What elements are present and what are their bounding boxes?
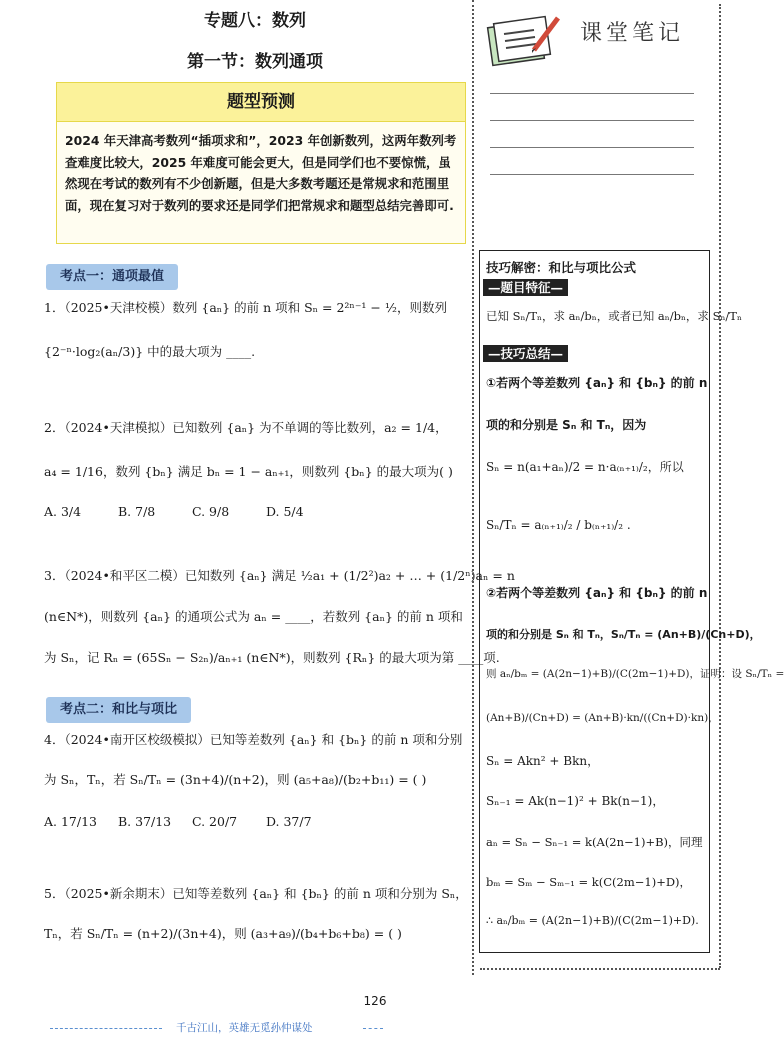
- tip-2-line-6: Sₙ₋₁ = Ak(n−1)² + Bk(n−1)，: [486, 794, 665, 808]
- frame-right: [719, 4, 721, 968]
- notes-line: [490, 120, 694, 121]
- question-5-line-2: Tₙ，若 Sₙ/Tₙ = (n+2)/(3n+4)，则 (a₃+a₉)/(b₄+b₆+b₈) = ( ): [44, 926, 402, 941]
- column-divider: [472, 0, 474, 975]
- tip-2-line-5: Sₙ = Akn² + Bkn，: [486, 754, 600, 768]
- frame-bottom: [480, 968, 720, 970]
- page-number: 126: [363, 994, 387, 1008]
- option-c: C. 20/7: [191, 814, 238, 829]
- footer-rule-left: [50, 1028, 162, 1029]
- tip-2-line-4: (An+B)/(Cn+D) = (An+B)·kn/((Cn+D)·kn)，: [486, 712, 719, 724]
- option-c: C. 9/8: [191, 504, 230, 519]
- tips-heading: 技巧解密：和比与项比公式: [486, 260, 637, 275]
- feature-text: 已知 Sₙ/Tₙ，求 aₙ/bₙ，或者已知 aₙ/bₙ，求 Sₙ/Tₙ: [486, 309, 742, 323]
- question-1-line-2: {2⁻ⁿ·log₂(aₙ/3)} 中的最大项为 ____.: [44, 344, 256, 359]
- question-5-line-1: 5．（2025•新余期末）已知等差数列 {aₙ} 和 {bₙ} 的前 n 项和分别为 Sₙ，: [44, 886, 468, 901]
- tip-2-line-1: ②若两个等差数列 {aₙ} 和 {bₙ} 的前 n: [486, 586, 708, 600]
- section-tag-2: 考点二：和比与项比: [46, 697, 191, 723]
- footer-rule-right: [363, 1028, 383, 1029]
- notes-line: [490, 93, 694, 94]
- option-a: A. 17/13: [44, 814, 97, 829]
- question-2-line-2: a₄ = 1/16，数列 {bₙ} 满足 bₙ = 1 − aₙ₊₁，则数列 {bₙ} 的最大项为( ): [44, 464, 453, 479]
- tip-2-line-9: ∴ aₙ/bₘ = (A(2n−1)+B)/(C(2m−1)+D).: [486, 914, 699, 927]
- question-2-line-1: 2．（2024•天津模拟）已知数列 {aₙ} 为不单调的等比数列，a₂ = 1/4，: [44, 420, 448, 435]
- question-3-line-1: 3．（2024•和平区二模）已知数列 {aₙ} 满足 ½a₁ + (1/2²)a₂ + … + (1/2ⁿ)aₙ = n: [44, 568, 515, 583]
- option-a: A. 3/4: [44, 504, 82, 519]
- option-d: D. 5/4: [265, 504, 304, 519]
- notepad-icon: [484, 10, 564, 70]
- prediction-text: 2024 年天津高考数列“插项求和”，2023 年创新数列，这两年数列考查难度比较大，2025 年难度可能会更大，但是同学们也不要惊慌，虽然现在考试的数列有不少创新题，但是大多数考题还是常规求和范围里面，现在复习对于数列的要求还是同学们把常规求和题型总结完善即可.: [65, 133, 457, 213]
- option-b: B. 37/13: [117, 814, 172, 829]
- tip-2-line-8: bₘ = Sₘ − Sₘ₋₁ = k(C(2m−1)+D)，: [486, 875, 692, 889]
- footer-slogan: 千古江山，英雄无觅孙仲谋处: [176, 1022, 313, 1034]
- tip-1-line-1: ①若两个等差数列 {aₙ} 和 {bₙ} 的前 n: [486, 376, 708, 390]
- option-d: D. 37/7: [265, 814, 312, 829]
- summary-label: —技巧总结—: [483, 345, 568, 362]
- tip-2-line-7: aₙ = Sₙ − Sₙ₋₁ = k(A(2n−1)+B)，同理: [486, 835, 703, 849]
- tip-2-line-3: 则 aₙ/bₘ = (A(2n−1)+B)/(C(2m−1)+D)，证明：设 Sₙ/Tₙ =: [486, 668, 784, 680]
- notes-title: 课堂笔记: [580, 21, 685, 46]
- question-4-line-1: 4．（2024•南开区校级模拟）已知等差数列 {aₙ} 和 {bₙ} 的前 n 项和分别: [44, 732, 463, 747]
- tip-2-line-2: 项的和分别是 Sₙ 和 Tₙ，Sₙ/Tₙ = (An+B)/(Cn+D)，: [486, 628, 761, 641]
- tip-1-line-3: Sₙ = n(a₁+aₙ)/2 = n·a₍ₙ₊₁₎/₂，所以: [486, 460, 684, 474]
- tip-1-line-2: 项的和分别是 Sₙ 和 Tₙ，因为: [486, 418, 647, 432]
- question-4-options: [44, 812, 336, 832]
- tip-1-line-4: Sₙ/Tₙ = a₍ₙ₊₁₎/₂ / b₍ₙ₊₁₎/₂ .: [486, 518, 631, 532]
- prediction-title: 题型预测: [57, 83, 465, 122]
- option-b: B. 7/8: [117, 504, 156, 519]
- feature-label: —题目特征—: [483, 279, 568, 296]
- question-2-options: [44, 502, 336, 522]
- notes-line: [490, 147, 694, 148]
- question-3-line-3: 为 Sₙ，记 Rₙ = (65Sₙ − S₂ₙ)/aₙ₊₁ (n∈N*)，则数列 {Rₙ} 的最大项为第 ____项.: [44, 650, 500, 665]
- question-1-line-1: 1．（2025•天津校模）数列 {aₙ} 的前 n 项和 Sₙ = 2²ⁿ⁻¹ − ½，则数列: [44, 300, 447, 315]
- prediction-box: [56, 82, 466, 244]
- question-3-line-2: (n∈N*)，则数列 {aₙ} 的通项公式为 aₙ = ____，若数列 {aₙ} 的前 n 项和: [44, 609, 463, 624]
- topic-title: 专题八：数列: [204, 11, 306, 31]
- section-title: 第一节：数列通项: [187, 52, 323, 72]
- notes-line: [490, 174, 694, 175]
- section-tag-1: 考点一：通项最值: [46, 264, 178, 290]
- question-4-line-2: 为 Sₙ，Tₙ，若 Sₙ/Tₙ = (3n+4)/(n+2)，则 (a₅+a₈)/(b₂+b₁₁) = ( ): [44, 772, 427, 787]
